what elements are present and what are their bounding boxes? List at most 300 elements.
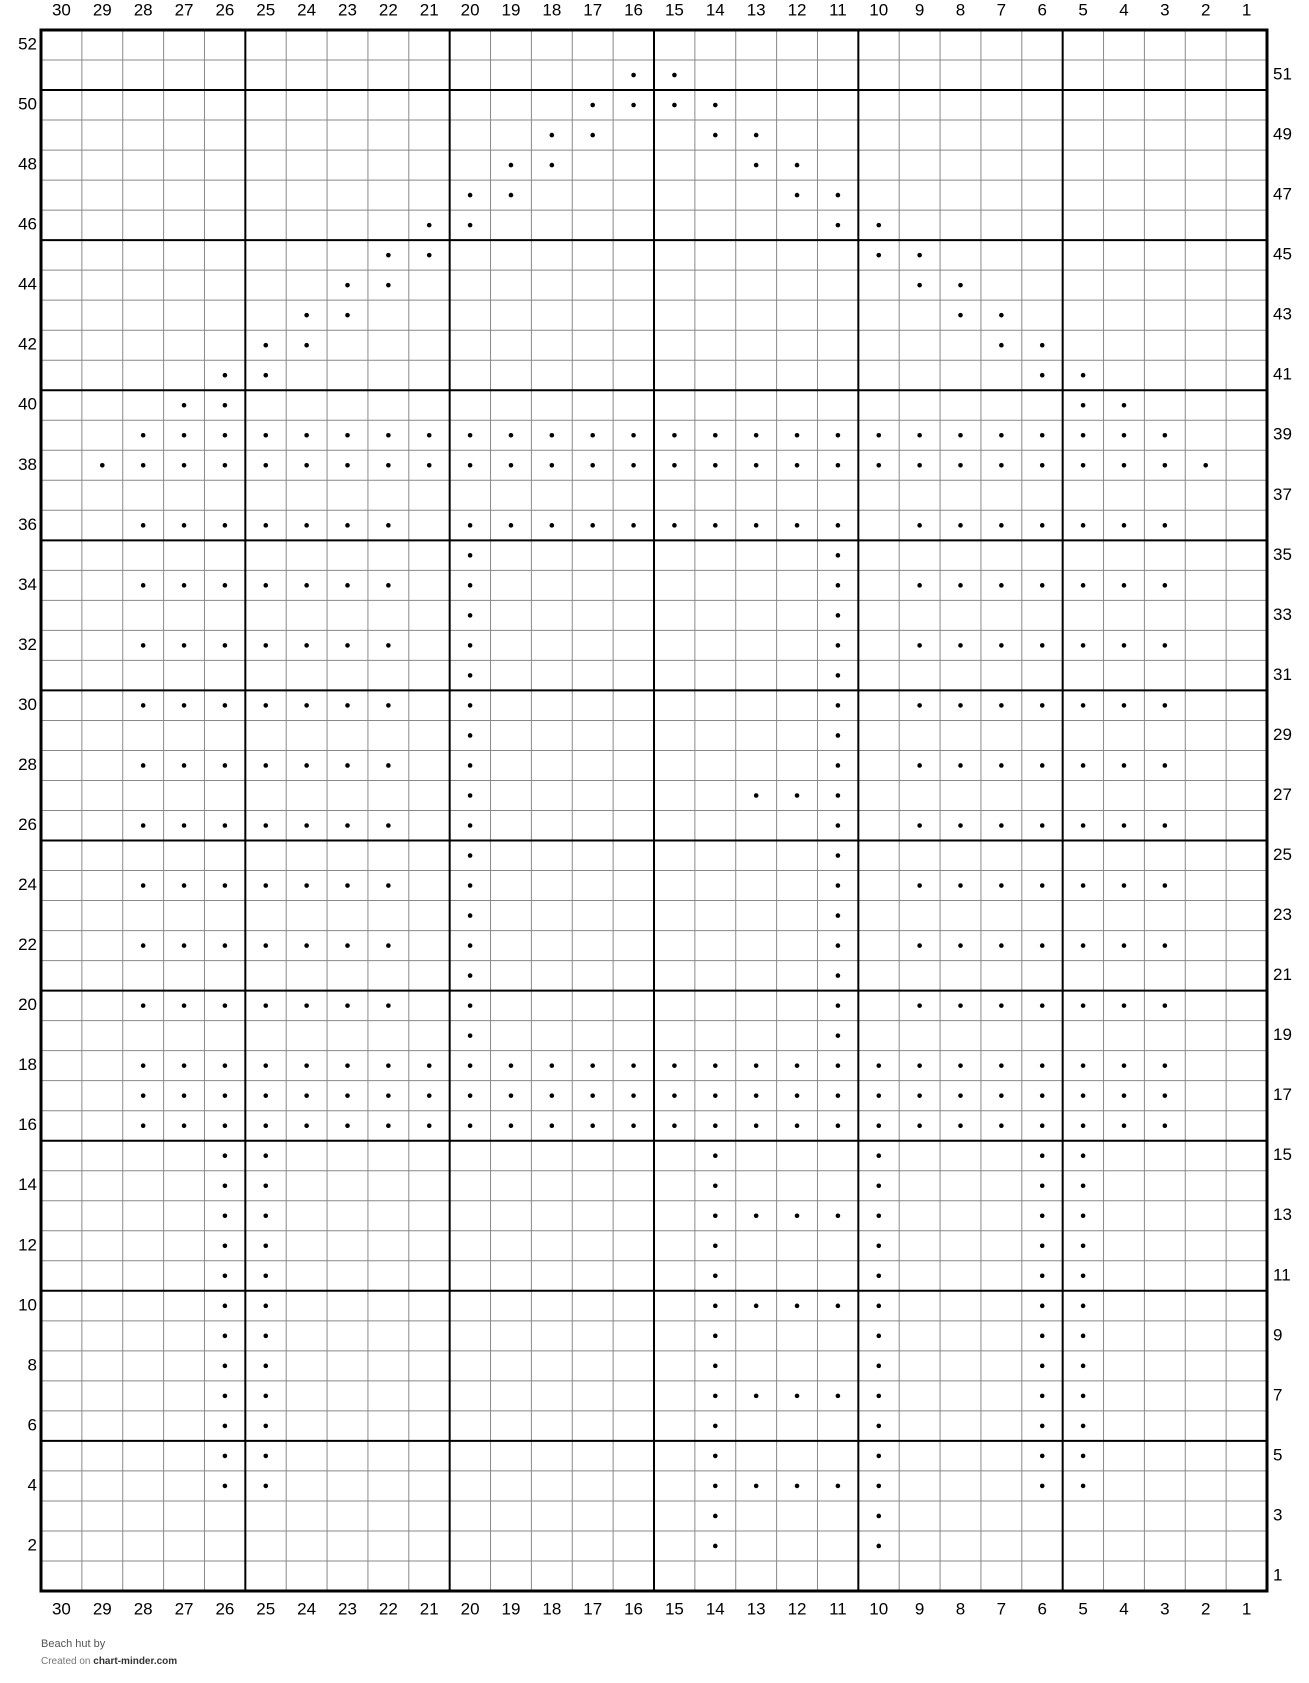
stitch-mark xyxy=(1081,463,1086,468)
stitch-mark xyxy=(468,973,473,978)
stitch-mark xyxy=(672,1123,677,1128)
column-labels-bottom xyxy=(52,1599,1251,1618)
stitch-mark xyxy=(795,523,800,528)
stitch-mark xyxy=(1122,523,1127,528)
stitch-mark xyxy=(795,463,800,468)
stitch-mark xyxy=(223,1364,228,1369)
stitch-mark xyxy=(386,433,391,438)
stitch-mark xyxy=(1040,763,1045,768)
stitch-mark xyxy=(1163,1093,1168,1098)
stitch-mark xyxy=(386,763,391,768)
stitch-mark xyxy=(345,1093,350,1098)
stitch-mark xyxy=(550,523,555,528)
stitch-mark xyxy=(672,73,677,78)
stitch-mark xyxy=(836,703,841,708)
stitch-mark xyxy=(509,1093,514,1098)
stitch-mark xyxy=(386,943,391,948)
stitch-mark xyxy=(1040,643,1045,648)
stitch-mark xyxy=(754,1063,759,1068)
stitch-mark xyxy=(141,523,146,528)
stitch-mark xyxy=(590,1093,595,1098)
stitch-mark xyxy=(958,523,963,528)
stitch-mark xyxy=(754,523,759,528)
credit-prefix: Created on xyxy=(41,1656,91,1667)
stitch-mark xyxy=(223,1123,228,1128)
column-label-bottom: 12 xyxy=(787,1599,807,1619)
stitch-mark xyxy=(672,463,677,468)
stitch-mark xyxy=(223,643,228,648)
row-label-left: 14 xyxy=(18,1175,37,1195)
stitch-mark xyxy=(958,283,963,288)
stitch-mark xyxy=(876,1424,881,1429)
column-label-top: 9 xyxy=(914,0,925,20)
column-label-top: 11 xyxy=(829,0,847,20)
stitch-mark xyxy=(304,703,309,708)
stitch-mark xyxy=(631,73,636,78)
stitch-mark xyxy=(223,433,228,438)
stitch-mark xyxy=(999,1123,1004,1128)
stitch-mark xyxy=(1122,763,1127,768)
stitch-mark xyxy=(958,1123,963,1128)
stitch-mark xyxy=(713,463,718,468)
stitch-mark xyxy=(182,943,187,948)
row-label-right: 37 xyxy=(1273,484,1292,504)
stitch-mark xyxy=(182,643,187,648)
stitch-mark xyxy=(263,703,268,708)
stitch-mark xyxy=(468,523,473,528)
stitch-mark xyxy=(468,883,473,888)
stitch-mark xyxy=(590,1063,595,1068)
stitch-mark xyxy=(672,1093,677,1098)
stitch-mark xyxy=(1081,823,1086,828)
stitch-mark xyxy=(836,673,841,678)
stitch-mark xyxy=(999,703,1004,708)
stitch-mark xyxy=(1122,1003,1127,1008)
stitch-mark xyxy=(958,313,963,318)
stitch-mark xyxy=(713,433,718,438)
stitch-mark xyxy=(795,433,800,438)
stitch-mark xyxy=(263,343,268,348)
stitch-mark xyxy=(468,793,473,798)
stitch-mark xyxy=(917,433,922,438)
column-label-top: 23 xyxy=(338,0,357,20)
row-label-left: 2 xyxy=(27,1535,37,1555)
stitch-mark xyxy=(876,1334,881,1339)
row-label-left: 42 xyxy=(18,334,37,354)
stitch-mark xyxy=(509,523,514,528)
stitch-mark xyxy=(917,1003,922,1008)
column-label-top: 15 xyxy=(664,0,684,20)
stitch-mark xyxy=(1081,1153,1086,1158)
row-label-right: 5 xyxy=(1273,1445,1283,1465)
stitch-mark xyxy=(468,673,473,678)
row-label-left: 24 xyxy=(18,875,37,895)
stitch-mark xyxy=(876,1213,881,1218)
stitch-mark xyxy=(1163,823,1168,828)
stitch-mark xyxy=(1081,523,1086,528)
column-label-bottom: 13 xyxy=(746,1599,766,1619)
stitch-mark xyxy=(1040,1153,1045,1158)
stitch-mark xyxy=(304,1093,309,1098)
stitch-mark xyxy=(917,703,922,708)
stitch-mark xyxy=(223,1213,228,1218)
stitch-mark xyxy=(509,163,514,168)
stitch-mark xyxy=(345,463,350,468)
stitch-mark xyxy=(1081,1183,1086,1188)
row-label-right: 45 xyxy=(1273,244,1292,264)
stitch-mark xyxy=(713,133,718,138)
row-label-left: 32 xyxy=(18,634,37,654)
stitch-mark xyxy=(836,793,841,798)
stitch-mark xyxy=(876,1093,881,1098)
row-label-left: 26 xyxy=(18,814,37,834)
stitch-mark xyxy=(182,523,187,528)
stitch-mark xyxy=(1163,433,1168,438)
stitch-mark xyxy=(836,1003,841,1008)
stitch-mark xyxy=(876,253,881,258)
stitch-mark xyxy=(631,1093,636,1098)
stitch-mark xyxy=(1040,373,1045,378)
column-label-bottom: 14 xyxy=(705,1599,725,1619)
stitch-mark xyxy=(1163,463,1168,468)
stitch-mark xyxy=(1081,1454,1086,1459)
stitch-mark xyxy=(1081,1364,1086,1369)
stitch-mark xyxy=(1040,1394,1045,1399)
stitch-mark xyxy=(999,583,1004,588)
stitch-mark xyxy=(468,823,473,828)
stitch-mark xyxy=(754,1394,759,1399)
row-label-left: 28 xyxy=(18,754,37,774)
row-label-left: 48 xyxy=(18,154,37,174)
stitch-mark xyxy=(550,433,555,438)
stitch-mark xyxy=(141,643,146,648)
stitch-mark xyxy=(182,1063,187,1068)
column-label-bottom: 17 xyxy=(583,1599,603,1619)
stitch-mark xyxy=(917,823,922,828)
stitch-mark xyxy=(141,433,146,438)
stitch-mark xyxy=(386,1063,391,1068)
stitch-mark xyxy=(1081,1243,1086,1248)
row-label-left: 12 xyxy=(18,1235,37,1255)
stitch-mark xyxy=(223,1243,228,1248)
row-label-right: 25 xyxy=(1273,845,1292,865)
stitch-mark xyxy=(917,943,922,948)
stitch-mark xyxy=(713,1273,718,1278)
column-label-top: 5 xyxy=(1078,0,1088,20)
stitch-mark xyxy=(182,583,187,588)
stitch-mark xyxy=(917,583,922,588)
stitch-mark xyxy=(836,1304,841,1309)
stitch-mark xyxy=(427,433,432,438)
row-label-left: 4 xyxy=(27,1475,37,1495)
stitch-mark xyxy=(836,553,841,558)
stitch-mark xyxy=(141,463,146,468)
stitch-mark xyxy=(713,1153,718,1158)
stitch-mark xyxy=(1081,433,1086,438)
stitch-mark xyxy=(427,463,432,468)
credit-site-link[interactable]: chart-minder.com xyxy=(93,1656,178,1667)
stitch-mark xyxy=(958,583,963,588)
stitch-mark xyxy=(223,1093,228,1098)
stitch-mark xyxy=(304,523,309,528)
stitch-mark xyxy=(182,403,187,408)
column-label-bottom: 5 xyxy=(1078,1599,1088,1619)
stitch-mark xyxy=(1081,1063,1086,1068)
row-label-left: 22 xyxy=(18,935,37,955)
stitch-mark xyxy=(631,463,636,468)
row-label-left: 20 xyxy=(18,995,37,1015)
stitch-mark xyxy=(836,583,841,588)
row-labels-left xyxy=(18,34,37,1554)
stitch-mark xyxy=(509,433,514,438)
stitch-mark xyxy=(795,1093,800,1098)
stitch-mark xyxy=(631,523,636,528)
stitch-mark xyxy=(917,523,922,528)
column-label-bottom: 15 xyxy=(664,1599,684,1619)
row-label-left: 38 xyxy=(18,454,37,474)
stitch-mark xyxy=(590,133,595,138)
stitch-mark xyxy=(795,1304,800,1309)
stitch-mark xyxy=(631,1063,636,1068)
column-label-bottom: 9 xyxy=(914,1599,925,1619)
row-label-left: 36 xyxy=(18,514,37,534)
stitch-mark xyxy=(958,1063,963,1068)
stitch-mark xyxy=(999,1063,1004,1068)
stitch-mark xyxy=(1122,943,1127,948)
stitch-mark xyxy=(917,763,922,768)
row-labels-right xyxy=(1273,65,1292,1585)
stitch-mark xyxy=(1163,943,1168,948)
stitch-mark xyxy=(876,1304,881,1309)
stitch-mark xyxy=(1040,1484,1045,1489)
column-label-bottom: 3 xyxy=(1160,1599,1170,1619)
stitch-mark xyxy=(1122,403,1127,408)
column-label-top: 20 xyxy=(460,0,480,20)
stitch-mark xyxy=(876,1123,881,1128)
stitch-mark xyxy=(958,1093,963,1098)
stitch-mark xyxy=(795,163,800,168)
stitch-mark xyxy=(1040,583,1045,588)
stitch-mark xyxy=(223,763,228,768)
stitch-mark xyxy=(1040,1243,1045,1248)
row-label-left: 50 xyxy=(18,94,37,114)
stitch-mark xyxy=(876,1454,881,1459)
stitch-mark xyxy=(263,1243,268,1248)
stitch-mark xyxy=(958,703,963,708)
stitch-mark xyxy=(836,763,841,768)
stitch-mark xyxy=(754,163,759,168)
stitch-mark xyxy=(836,1394,841,1399)
stitch-mark xyxy=(1081,1123,1086,1128)
column-label-bottom: 26 xyxy=(215,1599,235,1619)
chart-credit xyxy=(41,1656,177,1667)
stitch-mark xyxy=(345,583,350,588)
stitch-mark xyxy=(141,1063,146,1068)
stitch-mark xyxy=(713,1304,718,1309)
stitch-mark xyxy=(427,1093,432,1098)
column-label-top: 7 xyxy=(996,0,1007,20)
stitch-mark xyxy=(427,223,432,228)
row-label-right: 35 xyxy=(1273,544,1292,564)
stitch-mark xyxy=(1040,1003,1045,1008)
stitch-mark xyxy=(223,1183,228,1188)
stitch-mark xyxy=(836,193,841,198)
column-label-bottom: 23 xyxy=(338,1599,357,1619)
row-label-left: 10 xyxy=(18,1295,37,1315)
stitch-mark xyxy=(713,1514,718,1519)
stitch-mark xyxy=(182,823,187,828)
stitch-mark xyxy=(223,1003,228,1008)
stitch-mark xyxy=(550,1063,555,1068)
stitch-mark xyxy=(345,1123,350,1128)
row-label-left: 18 xyxy=(18,1055,37,1075)
stitch-mark xyxy=(754,1093,759,1098)
column-label-top: 6 xyxy=(1037,0,1047,20)
row-label-right: 33 xyxy=(1273,604,1292,624)
stitch-mark xyxy=(876,1544,881,1549)
stitch-mark xyxy=(836,523,841,528)
stitch-mark xyxy=(263,1153,268,1158)
column-label-top: 12 xyxy=(787,0,807,20)
stitch-mark xyxy=(917,463,922,468)
stitch-mark xyxy=(1081,1484,1086,1489)
stitch-mark xyxy=(1163,883,1168,888)
row-label-right: 9 xyxy=(1273,1325,1283,1345)
stitch-mark xyxy=(263,1213,268,1218)
stitch-mark xyxy=(999,943,1004,948)
stitch-mark xyxy=(550,133,555,138)
stitch-mark xyxy=(836,943,841,948)
stitch-mark xyxy=(263,1123,268,1128)
stitch-mark xyxy=(386,283,391,288)
stitch-mark xyxy=(1163,1123,1168,1128)
stitch-mark xyxy=(1081,373,1086,378)
stitch-mark xyxy=(1040,1063,1045,1068)
stitch-mark xyxy=(223,373,228,378)
stitch-mark xyxy=(182,703,187,708)
stitch-mark xyxy=(263,1003,268,1008)
stitch-mark xyxy=(263,373,268,378)
stitch-mark xyxy=(836,1093,841,1098)
stitch-mark xyxy=(713,1394,718,1399)
stitch-mark xyxy=(263,583,268,588)
stitch-mark xyxy=(1081,943,1086,948)
stitch-mark xyxy=(141,883,146,888)
stitch-mark xyxy=(1081,883,1086,888)
stitch-mark xyxy=(386,1123,391,1128)
column-label-bottom: 24 xyxy=(297,1599,317,1619)
stitch-mark xyxy=(713,1093,718,1098)
row-label-right: 27 xyxy=(1273,784,1292,804)
stitch-mark xyxy=(836,1484,841,1489)
row-label-right: 1 xyxy=(1273,1565,1283,1585)
stitch-mark xyxy=(1040,703,1045,708)
stitch-mark xyxy=(1081,1273,1086,1278)
column-label-top: 19 xyxy=(501,0,521,20)
stitch-mark xyxy=(1040,883,1045,888)
column-label-top: 2 xyxy=(1200,0,1211,20)
stitch-mark xyxy=(223,1273,228,1278)
row-label-left: 34 xyxy=(18,574,37,594)
row-label-left: 8 xyxy=(27,1355,37,1375)
stitch-mark xyxy=(631,433,636,438)
stitch-mark xyxy=(1081,1394,1086,1399)
stitch-mark xyxy=(754,1484,759,1489)
stitch-mark xyxy=(223,1484,228,1489)
stitch-mark xyxy=(1163,1003,1168,1008)
stitch-mark xyxy=(182,883,187,888)
stitch-mark xyxy=(223,1304,228,1309)
row-label-left: 46 xyxy=(18,214,37,234)
stitch-mark xyxy=(223,583,228,588)
stitch-mark xyxy=(713,1364,718,1369)
stitch-mark xyxy=(590,1123,595,1128)
stitch-mark xyxy=(468,853,473,858)
stitch-mark xyxy=(1081,643,1086,648)
column-label-top: 24 xyxy=(297,0,317,20)
stitch-mark xyxy=(550,163,555,168)
stitch-mark xyxy=(304,763,309,768)
stitch-mark xyxy=(550,1093,555,1098)
stitch-mark xyxy=(1163,1063,1168,1068)
stitch-mark xyxy=(999,343,1004,348)
stitch-mark xyxy=(836,823,841,828)
column-label-top: 10 xyxy=(869,0,889,20)
stitch-mark xyxy=(223,703,228,708)
stitch-mark xyxy=(754,1304,759,1309)
stitch-mark xyxy=(263,823,268,828)
stitch-mark xyxy=(427,1123,432,1128)
stitch-mark xyxy=(223,1334,228,1339)
column-label-top: 27 xyxy=(174,0,194,20)
stitch-mark xyxy=(509,193,514,198)
stitch-mark xyxy=(468,1003,473,1008)
stitch-mark xyxy=(386,1093,391,1098)
stitch-mark xyxy=(1081,703,1086,708)
row-label-right: 31 xyxy=(1273,664,1292,684)
stitch-mark xyxy=(713,1484,718,1489)
stitch-mark xyxy=(754,463,759,468)
stitch-mark xyxy=(876,1183,881,1188)
stitch-mark xyxy=(100,463,105,468)
stitch-mark xyxy=(345,703,350,708)
stitch-mark xyxy=(468,463,473,468)
stitch-mark xyxy=(795,1213,800,1218)
stitch-mark xyxy=(263,1424,268,1429)
stitch-mark xyxy=(345,283,350,288)
stitch-mark xyxy=(836,913,841,918)
stitch-mark xyxy=(713,1213,718,1218)
row-label-right: 15 xyxy=(1273,1145,1292,1165)
row-label-left: 16 xyxy=(18,1115,37,1135)
stitch-mark xyxy=(999,1093,1004,1098)
row-label-right: 51 xyxy=(1273,64,1292,84)
stitch-mark xyxy=(1122,1093,1127,1098)
stitch-mark xyxy=(1040,1093,1045,1098)
stitch-mark xyxy=(876,463,881,468)
stitch-mark xyxy=(713,1424,718,1429)
stitch-mark xyxy=(754,1123,759,1128)
column-label-bottom: 4 xyxy=(1119,1599,1129,1619)
stitch-mark xyxy=(263,643,268,648)
row-label-right: 3 xyxy=(1273,1505,1283,1525)
stitch-mark xyxy=(958,643,963,648)
stitch-mark xyxy=(1081,1424,1086,1429)
column-label-bottom: 2 xyxy=(1200,1599,1211,1619)
stitch-mark xyxy=(304,343,309,348)
stitch-mark xyxy=(1163,523,1168,528)
column-label-bottom: 29 xyxy=(92,1599,112,1619)
